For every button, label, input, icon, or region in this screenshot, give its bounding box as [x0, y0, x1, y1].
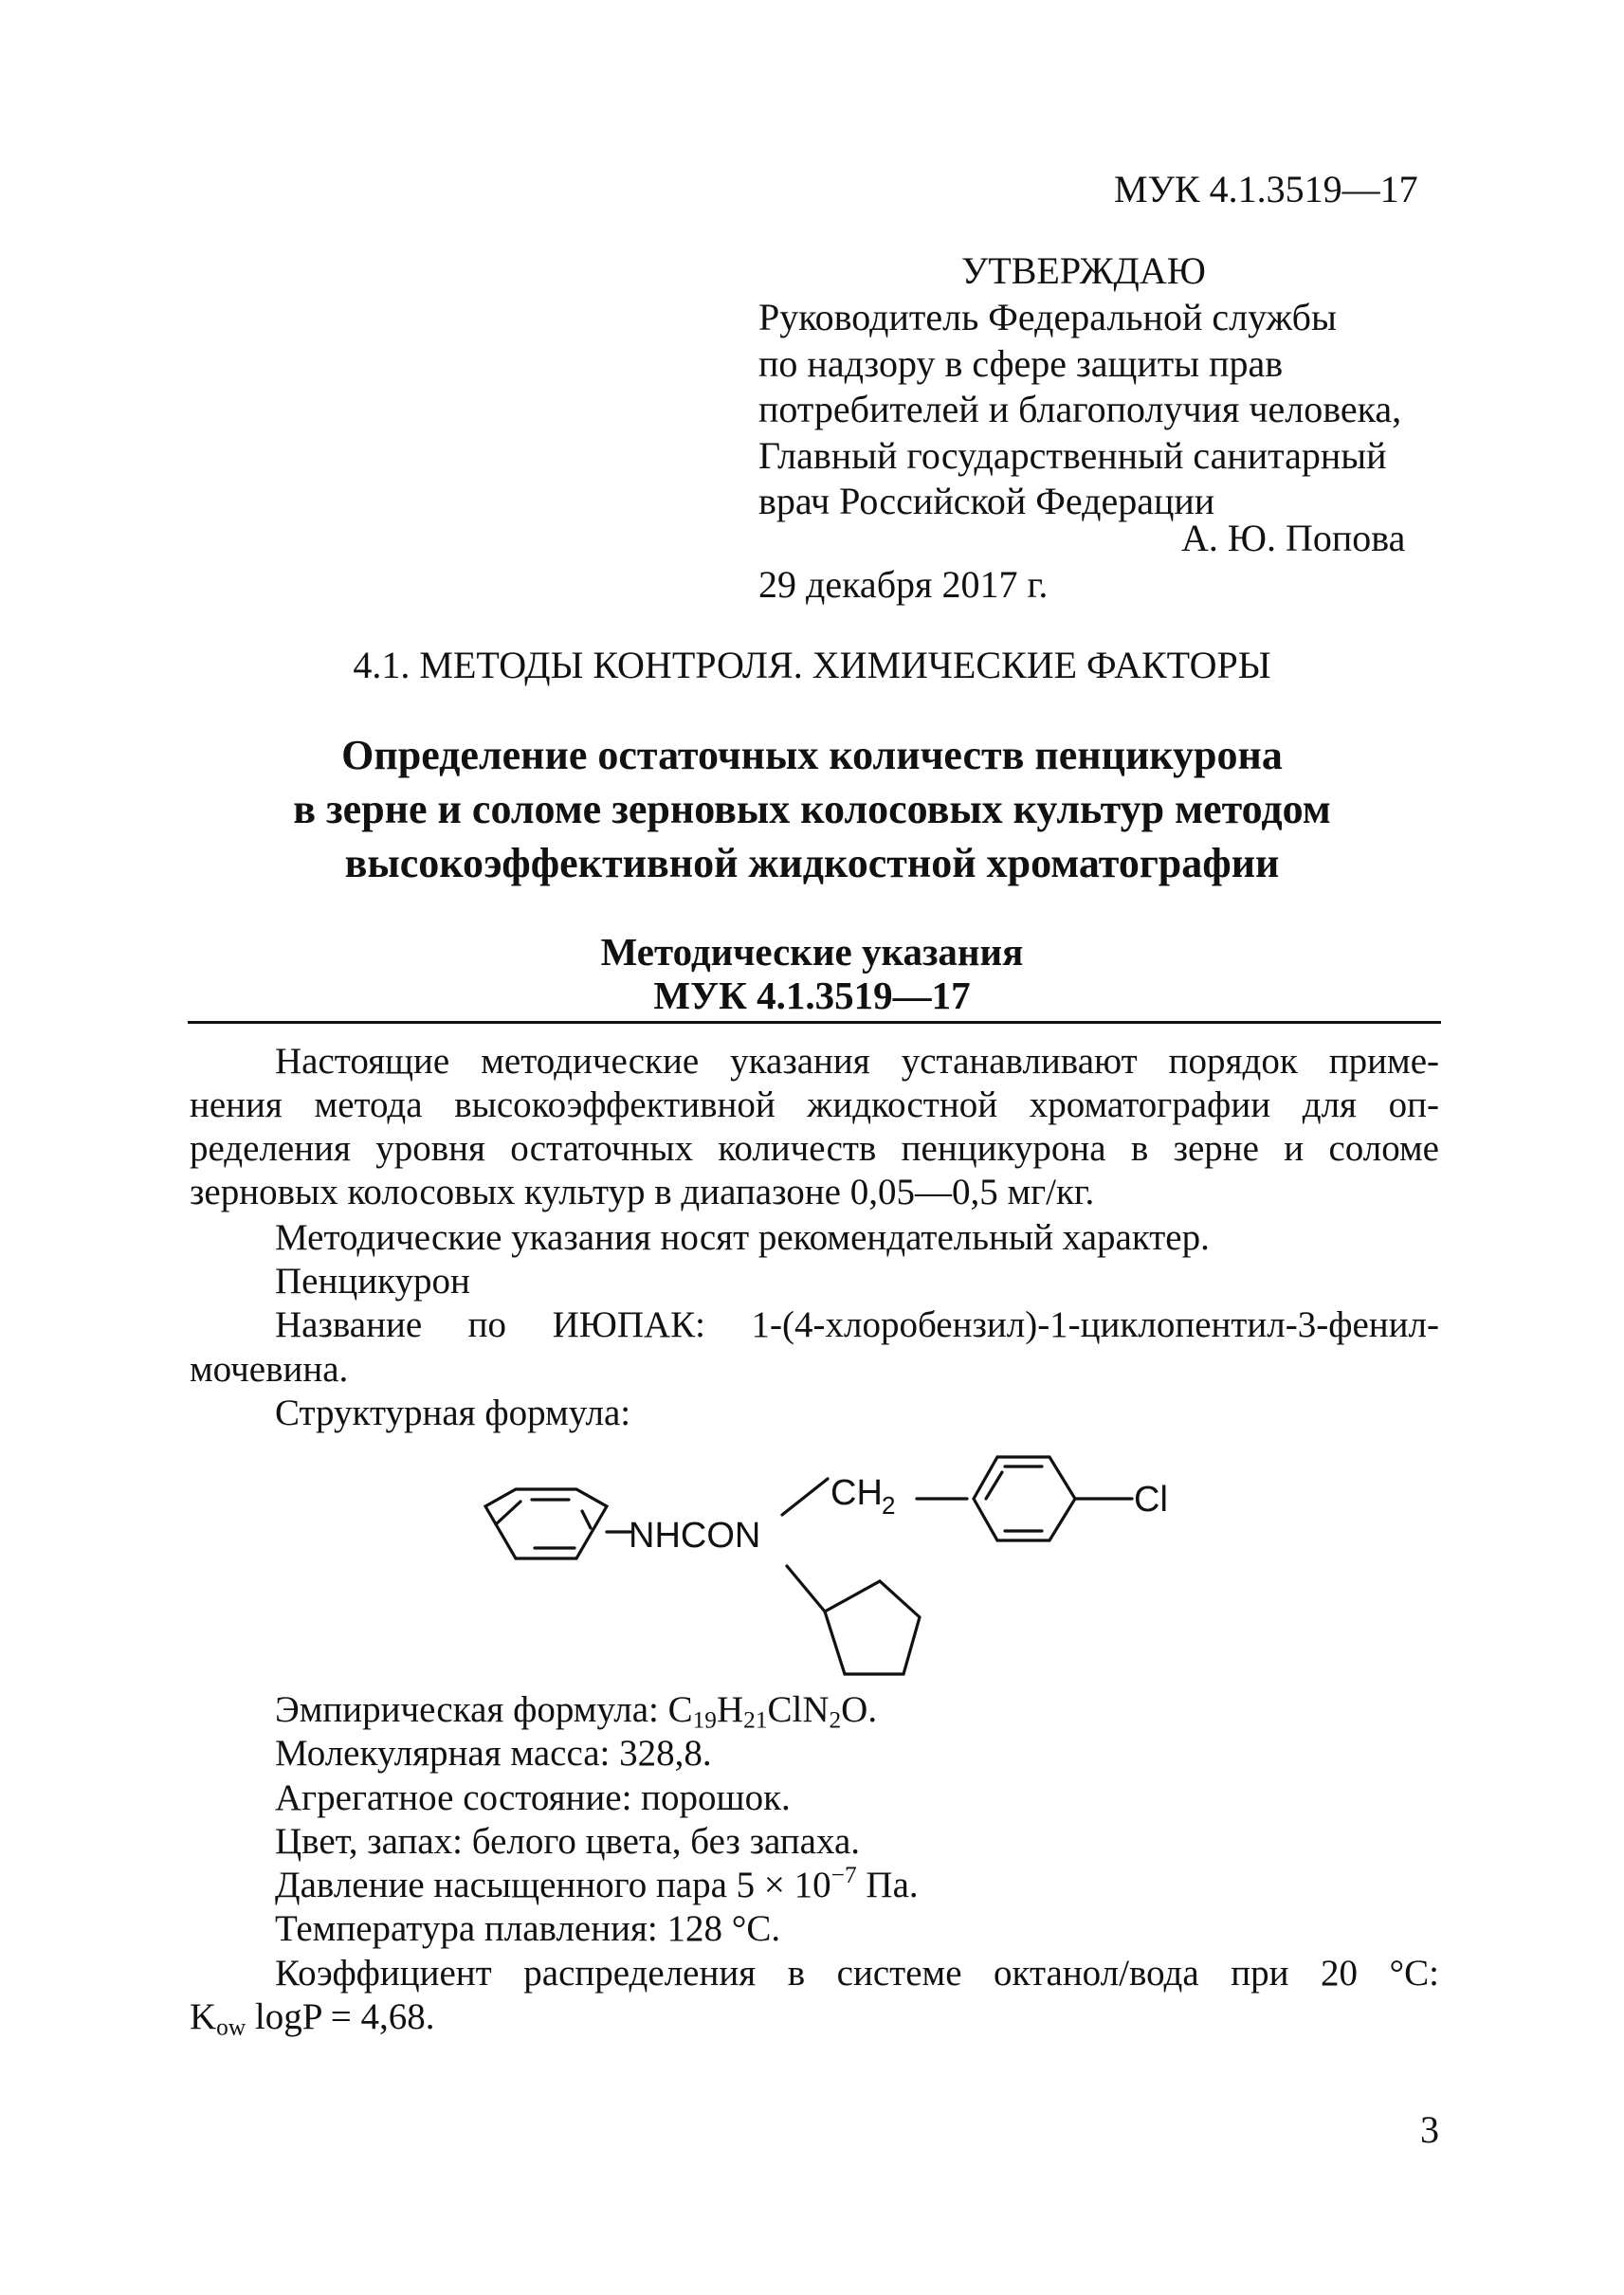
iupac-name: Название по ИЮПАК: 1-(4-хлоробензил)-1-циклопентил-3-фенил- — [275, 1304, 1439, 1345]
approval-signatory: А. Ю. Попова — [1181, 517, 1406, 559]
empirical-label: Эмпирическая формула: — [275, 1689, 668, 1730]
approval-line: Руководитель Федеральной службы — [758, 296, 1337, 338]
nhcon-label: NHCON — [629, 1516, 761, 1556]
partition-subscript: ow — [216, 2013, 246, 2041]
section-heading: 4.1. МЕТОДЫ КОНТРОЛЯ. ХИМИЧЕСКИЕ ФАКТОРЫ — [353, 644, 1271, 686]
partition-rest: logP = 4,68. — [246, 1996, 435, 2037]
document-title-line: Определение остаточных количеств пенцикурона — [341, 732, 1283, 778]
partition-coefficient: Коэффициент распределения в системе октанол/вода при 20 °С: — [275, 1953, 1439, 1994]
intro-line: Настоящие методические указания устанавливают порядок приме- — [275, 1041, 1439, 1082]
cl-label: Cl — [1134, 1480, 1168, 1520]
advisory-note: Методические указания носят рекомендательный характер. — [275, 1217, 1210, 1258]
substance-name: Пенцикурон — [275, 1261, 470, 1302]
aggregate-state: Агрегатное состояние: порошок. — [275, 1777, 791, 1818]
molecular-mass: Молекулярная масса: 328,8. — [275, 1733, 712, 1774]
formula-part: ClN — [767, 1689, 830, 1730]
approval-line: Главный государственный санитарный — [758, 434, 1387, 477]
approval-line: по надзору в сфере защиты прав — [758, 342, 1284, 385]
formula-subscript: 2 — [829, 1706, 842, 1734]
vapor-pressure — [275, 1863, 919, 1907]
approval-title: УТВЕРЖДАЮ — [961, 249, 1206, 292]
ch2-label: CH — [830, 1473, 883, 1513]
intro-line: зерновых колосовых культур в диапазоне 0,05—0,5 мг/кг. — [190, 1172, 1095, 1212]
iupac-name-cont: мочевина. — [190, 1349, 349, 1390]
document-title-line: высокоэффективной жидкостной хроматографии — [344, 840, 1280, 886]
vapor-unit: Па. — [856, 1865, 919, 1905]
partition-k: K — [190, 1996, 217, 2037]
intro-line: нения метода высокоэффективной жидкостной хроматографии для оп- — [190, 1084, 1439, 1125]
vapor-exponent: −7 — [830, 1861, 857, 1888]
document-title-line: в зерне и соломе зерновых колосовых культур методом — [293, 786, 1331, 832]
formula-subscript: 19 — [692, 1706, 717, 1734]
approval-line: врач Российской Федерации — [758, 480, 1215, 522]
subtitle-code: МУК 4.1.3519—17 — [653, 974, 971, 1017]
formula-part: H — [716, 1689, 744, 1730]
formula-part: C — [667, 1689, 693, 1730]
empirical-formula — [275, 1687, 877, 1732]
approval-line: потребителей и благополучия человека, — [758, 388, 1402, 430]
vapor-prefix: Давление насыщенного пара 5 × 10 — [275, 1865, 831, 1905]
cyclopentyl-ring — [825, 1581, 920, 1674]
ch2-subscript: 2 — [882, 1491, 896, 1520]
approval-date: 29 декабря 2017 г. — [758, 563, 1049, 606]
document-code: МУК 4.1.3519—17 — [1114, 168, 1418, 210]
intro-line: ределения уровня остаточных количеств пенцикурона в зерне и соломе — [190, 1128, 1439, 1169]
chlorophenyl-ring — [974, 1457, 1075, 1540]
structure-caption: Структурная формула: — [275, 1393, 631, 1433]
empirical-formula-value — [667, 1689, 878, 1734]
color-odor: Цвет, запах: белого цвета, без запаха. — [275, 1821, 861, 1862]
formula-part: O. — [841, 1689, 878, 1730]
melting-point: Температура плавления: 128 °С. — [275, 1908, 781, 1949]
subtitle-kind: Методические указания — [600, 930, 1024, 974]
formula-subscript: 21 — [743, 1706, 768, 1734]
partition-value — [190, 1994, 434, 2039]
page-number: 3 — [1420, 2108, 1439, 2151]
